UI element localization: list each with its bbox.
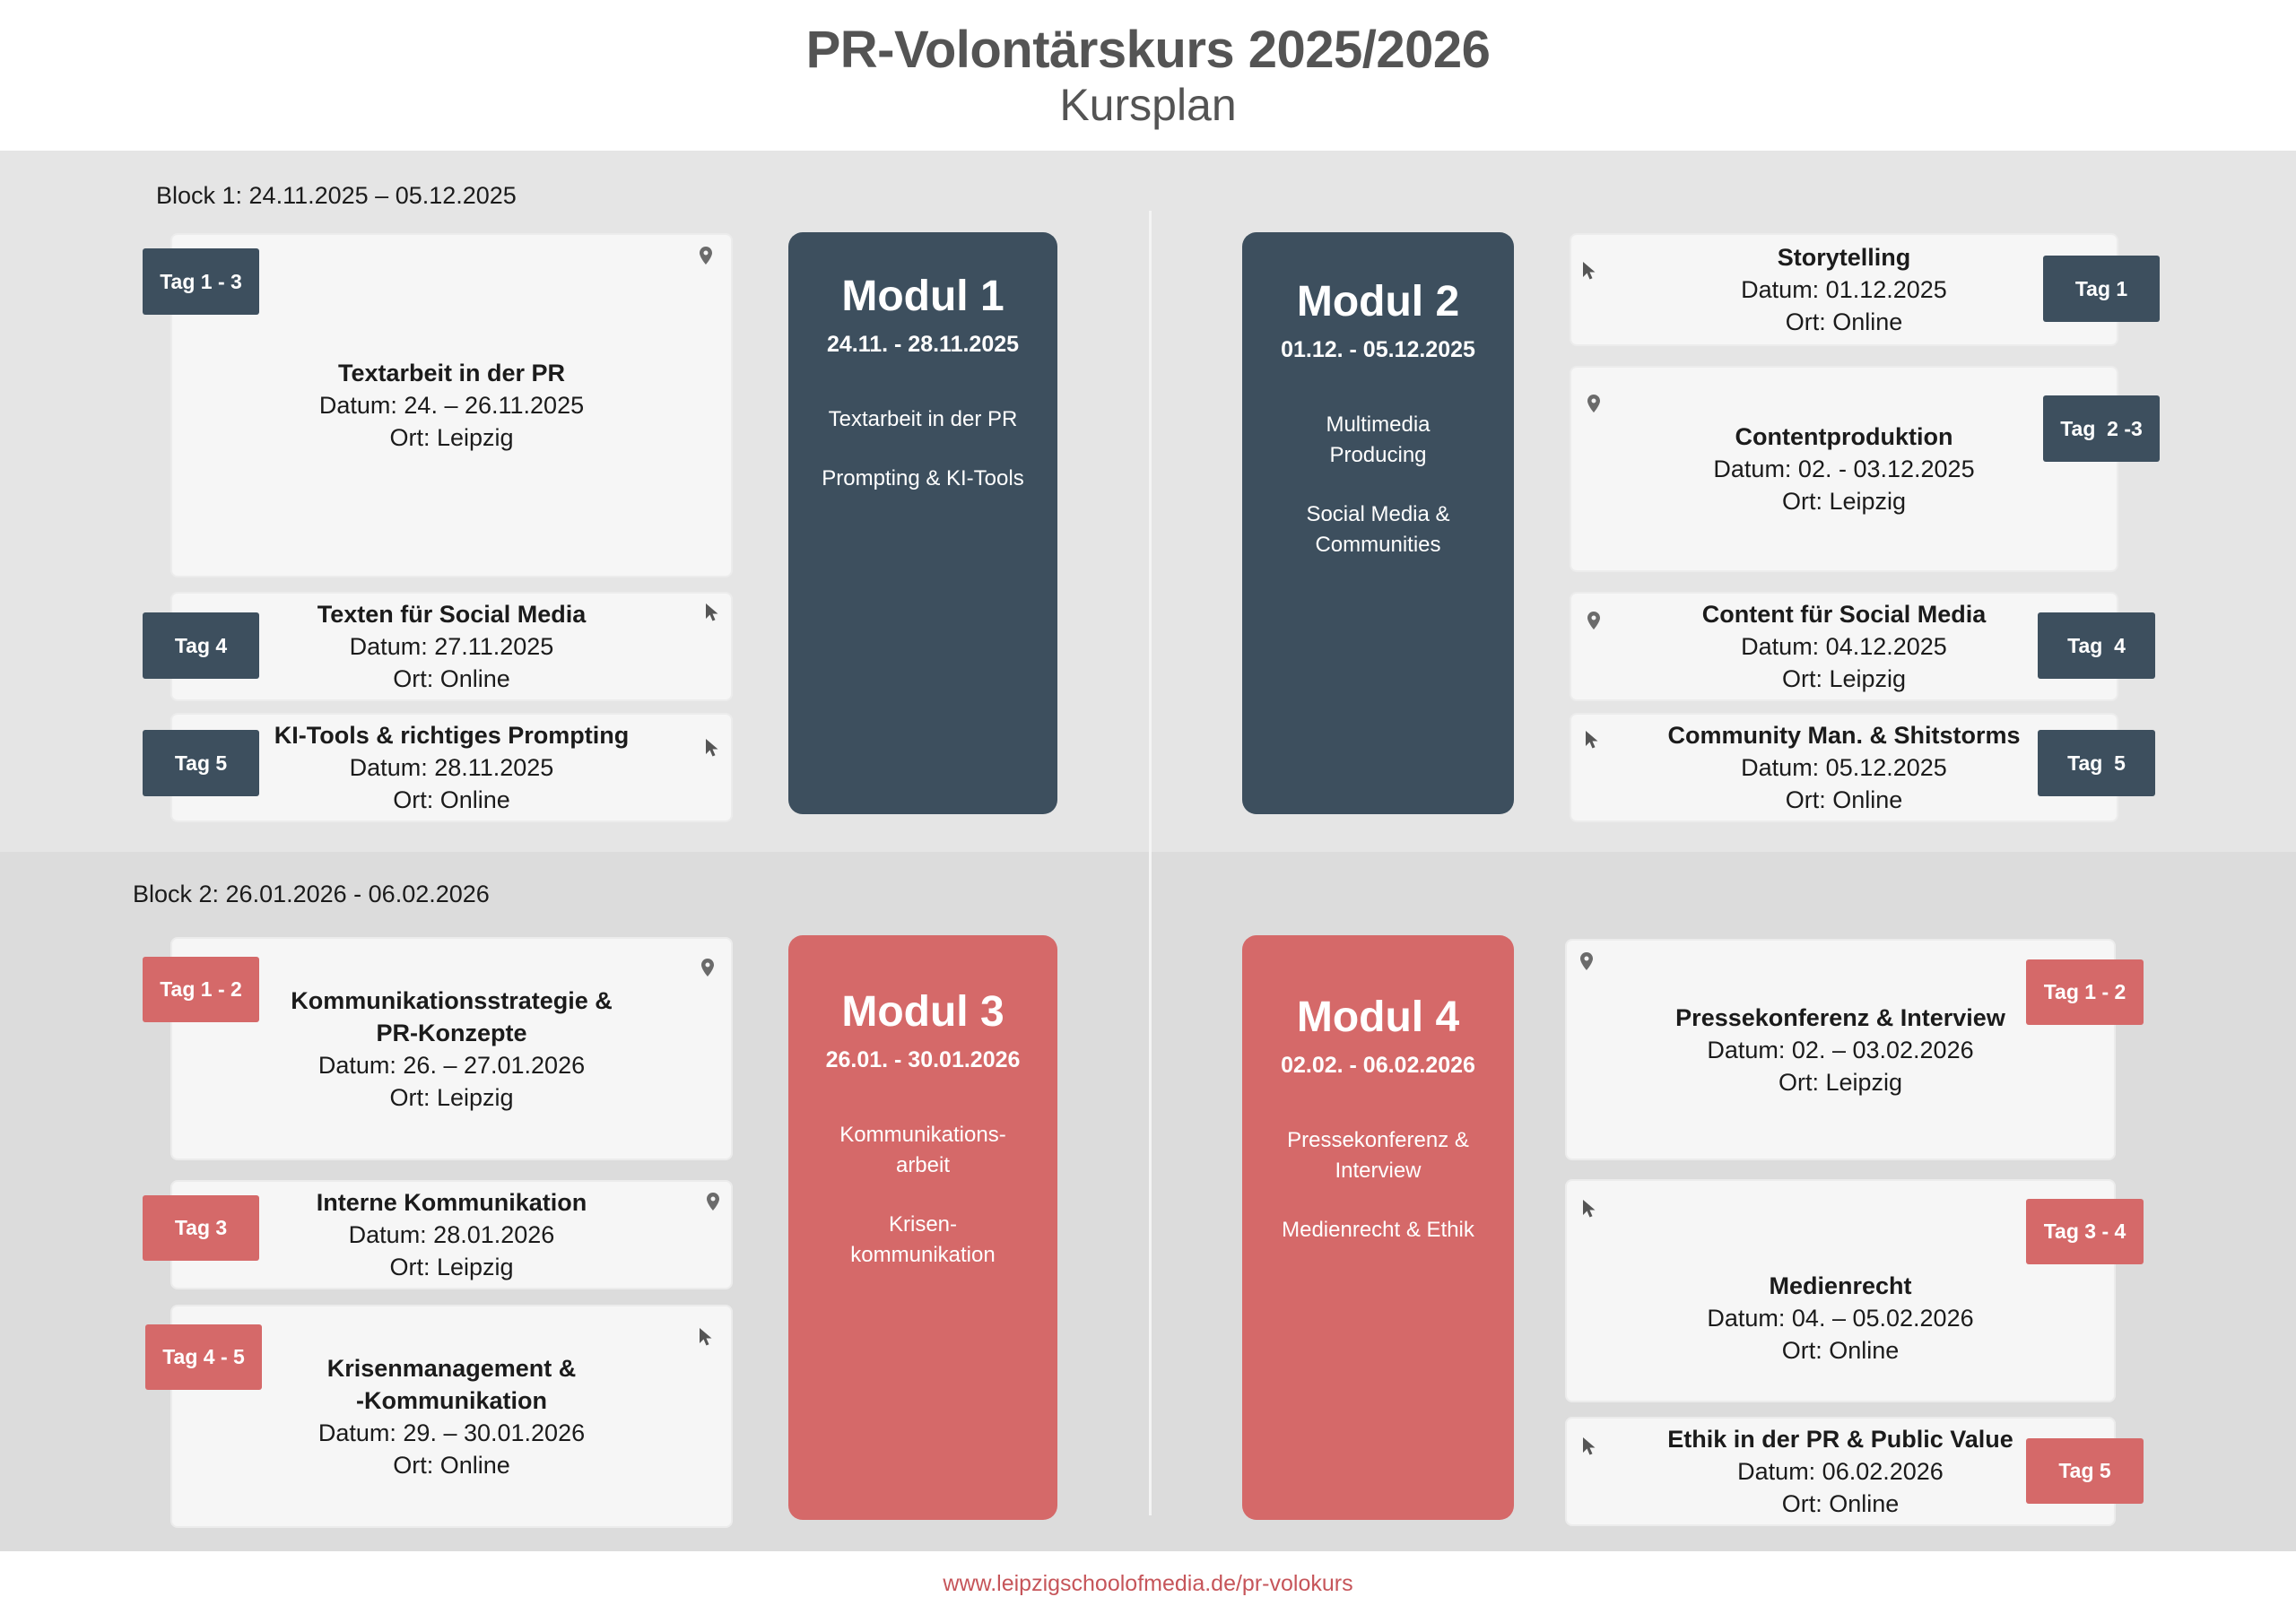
- cursor-icon: [1581, 1436, 1597, 1456]
- module-2-card: [1242, 232, 1514, 814]
- session-date: Datum: 27.11.2025: [349, 633, 554, 660]
- location-pin-icon: [1578, 951, 1595, 971]
- block-2-label: Block 2: 26.01.2026 - 06.02.2026: [133, 881, 490, 907]
- module-4-card: [1242, 935, 1514, 1520]
- module-title: Modul 1: [841, 273, 1004, 320]
- module-dates: 24.11. - 28.11.2025: [826, 332, 1020, 357]
- day-tag: Tag 5: [143, 730, 259, 796]
- session-place: Ort: Leipzig: [389, 1083, 514, 1111]
- session-title: Kommunikationsstrategie & PR-Konzepte: [291, 986, 613, 1046]
- session-place: Ort: Online: [393, 665, 510, 692]
- day-tag: Tag 4: [2038, 612, 2155, 679]
- session-card: [1571, 715, 2117, 820]
- session-place: Ort: Online: [1785, 308, 1903, 335]
- session-date: Datum: 28.01.2026: [348, 1221, 555, 1248]
- location-pin-icon: [700, 958, 716, 977]
- day-tag: Tag 1 - 2: [2026, 959, 2144, 1025]
- day-tag: Tag 5: [2038, 730, 2155, 796]
- session-place: Ort: Leipzig: [389, 424, 514, 451]
- module-topic: Multimedia Producing: [1326, 412, 1431, 467]
- session-title: Content für Social Media: [1701, 601, 1987, 628]
- cursor-icon: [1581, 1199, 1597, 1219]
- session-title: Contentproduktion: [1735, 423, 1953, 450]
- module-topic: Krisen- kommunikation: [850, 1212, 996, 1267]
- module-3-card: [788, 935, 1057, 1520]
- session-date: Datum: 04.12.2025: [1741, 633, 1947, 660]
- session-date: Datum: 05.12.2025: [1741, 754, 1947, 781]
- session-place: Ort: Leipzig: [389, 1254, 514, 1280]
- module-1-card: [788, 232, 1057, 814]
- module-topic: Textarbeit in der PR: [828, 407, 1018, 431]
- session-date: Datum: 06.02.2026: [1737, 1458, 1944, 1485]
- session-card: [1571, 368, 2117, 570]
- cursor-icon: [1584, 730, 1600, 750]
- session-title: Community Man. & Shitstorms: [1667, 722, 2021, 749]
- session-title: Interne Kommunikation: [316, 1189, 587, 1216]
- location-pin-icon: [1586, 611, 1602, 630]
- module-topic: Kommunikations- arbeit: [839, 1123, 1006, 1177]
- day-tag: Tag 2 -3: [2043, 395, 2160, 462]
- session-date: Datum: 02. - 03.12.2025: [1713, 456, 1975, 482]
- website-link[interactable]: www.leipzigschoolofmedia.de/pr-volokurs: [943, 1571, 1353, 1596]
- page-header: [0, 0, 2296, 151]
- session-title: KI-Tools & richtiges Prompting: [274, 722, 630, 749]
- day-tag: Tag 1 - 2: [143, 957, 259, 1022]
- session-title: Krisenmanagement & -Kommunikation: [326, 1354, 577, 1414]
- module-dates: 26.01. - 30.01.2026: [825, 1047, 1021, 1072]
- page-subtitle: Kursplan: [1059, 80, 1237, 130]
- session-place: Ort: Online: [1785, 786, 1903, 813]
- session-date: Datum: 26. – 27.01.2026: [317, 1051, 586, 1079]
- session-place: Ort: Online: [393, 1451, 510, 1479]
- session-place: Ort: Online: [1781, 1490, 1900, 1517]
- session-place: Ort: Leipzig: [1781, 488, 1907, 515]
- cursor-icon: [704, 738, 720, 758]
- module-title: Modul 4: [1296, 994, 1460, 1041]
- session-date: Datum: 02. – 03.02.2026: [1707, 1036, 1974, 1063]
- module-topic: Social Media & Communities: [1306, 502, 1450, 557]
- session-place: Ort: Online: [393, 786, 510, 813]
- day-tag: Tag 3 - 4: [2026, 1199, 2144, 1264]
- session-title: Textarbeit in der PR: [337, 360, 566, 386]
- session-title: Storytelling: [1777, 244, 1911, 271]
- day-tag: Tag 1: [2043, 256, 2160, 322]
- session-card: [1571, 594, 2117, 699]
- location-pin-icon: [1586, 394, 1602, 413]
- module-topic: Medienrecht & Ethik: [1282, 1218, 1474, 1242]
- session-card: [1571, 235, 2117, 344]
- module-title: Modul 2: [1296, 278, 1460, 325]
- session-place: Ort: Leipzig: [1778, 1068, 1903, 1096]
- cursor-icon: [1581, 261, 1597, 281]
- location-pin-icon: [705, 1192, 721, 1211]
- session-place: Ort: Online: [1781, 1336, 1900, 1364]
- session-title: Pressekonferenz & Interview: [1675, 1003, 2005, 1031]
- session-date: Datum: 24. – 26.11.2025: [318, 392, 585, 419]
- location-pin-icon: [698, 246, 714, 265]
- cursor-icon: [704, 603, 720, 622]
- session-date: Datum: 28.11.2025: [349, 754, 554, 781]
- module-topic: Prompting & KI-Tools: [822, 466, 1024, 490]
- cursor-icon: [698, 1327, 714, 1347]
- session-place: Ort: Leipzig: [1781, 665, 1907, 692]
- module-dates: 01.12. - 05.12.2025: [1281, 337, 1475, 362]
- day-tag: Tag 5: [2026, 1438, 2144, 1504]
- module-topic: Pressekonferenz & Interview: [1287, 1128, 1469, 1183]
- module-dates: 02.02. - 06.02.2026: [1281, 1053, 1475, 1078]
- page-title: PR-Volontärskurs 2025/2026: [805, 21, 1491, 79]
- day-tag: Tag 4: [143, 612, 259, 679]
- session-title: Texten für Social Media: [317, 601, 587, 628]
- session-title: Ethik in der PR & Public Value: [1667, 1426, 2013, 1453]
- day-tag: Tag 3: [143, 1195, 259, 1261]
- vertical-divider: [1149, 211, 1152, 1515]
- module-title: Modul 3: [841, 988, 1004, 1036]
- session-date: Datum: 29. – 30.01.2026: [317, 1419, 586, 1446]
- day-tag: Tag 4 - 5: [145, 1324, 262, 1390]
- session-date: Datum: 01.12.2025: [1741, 276, 1947, 303]
- session-title: Medienrecht: [1769, 1271, 1912, 1299]
- day-tag: Tag 1 - 3: [143, 248, 259, 315]
- block-1-label: Block 1: 24.11.2025 – 05.12.2025: [156, 182, 517, 209]
- session-date: Datum: 04. – 05.02.2026: [1707, 1304, 1974, 1332]
